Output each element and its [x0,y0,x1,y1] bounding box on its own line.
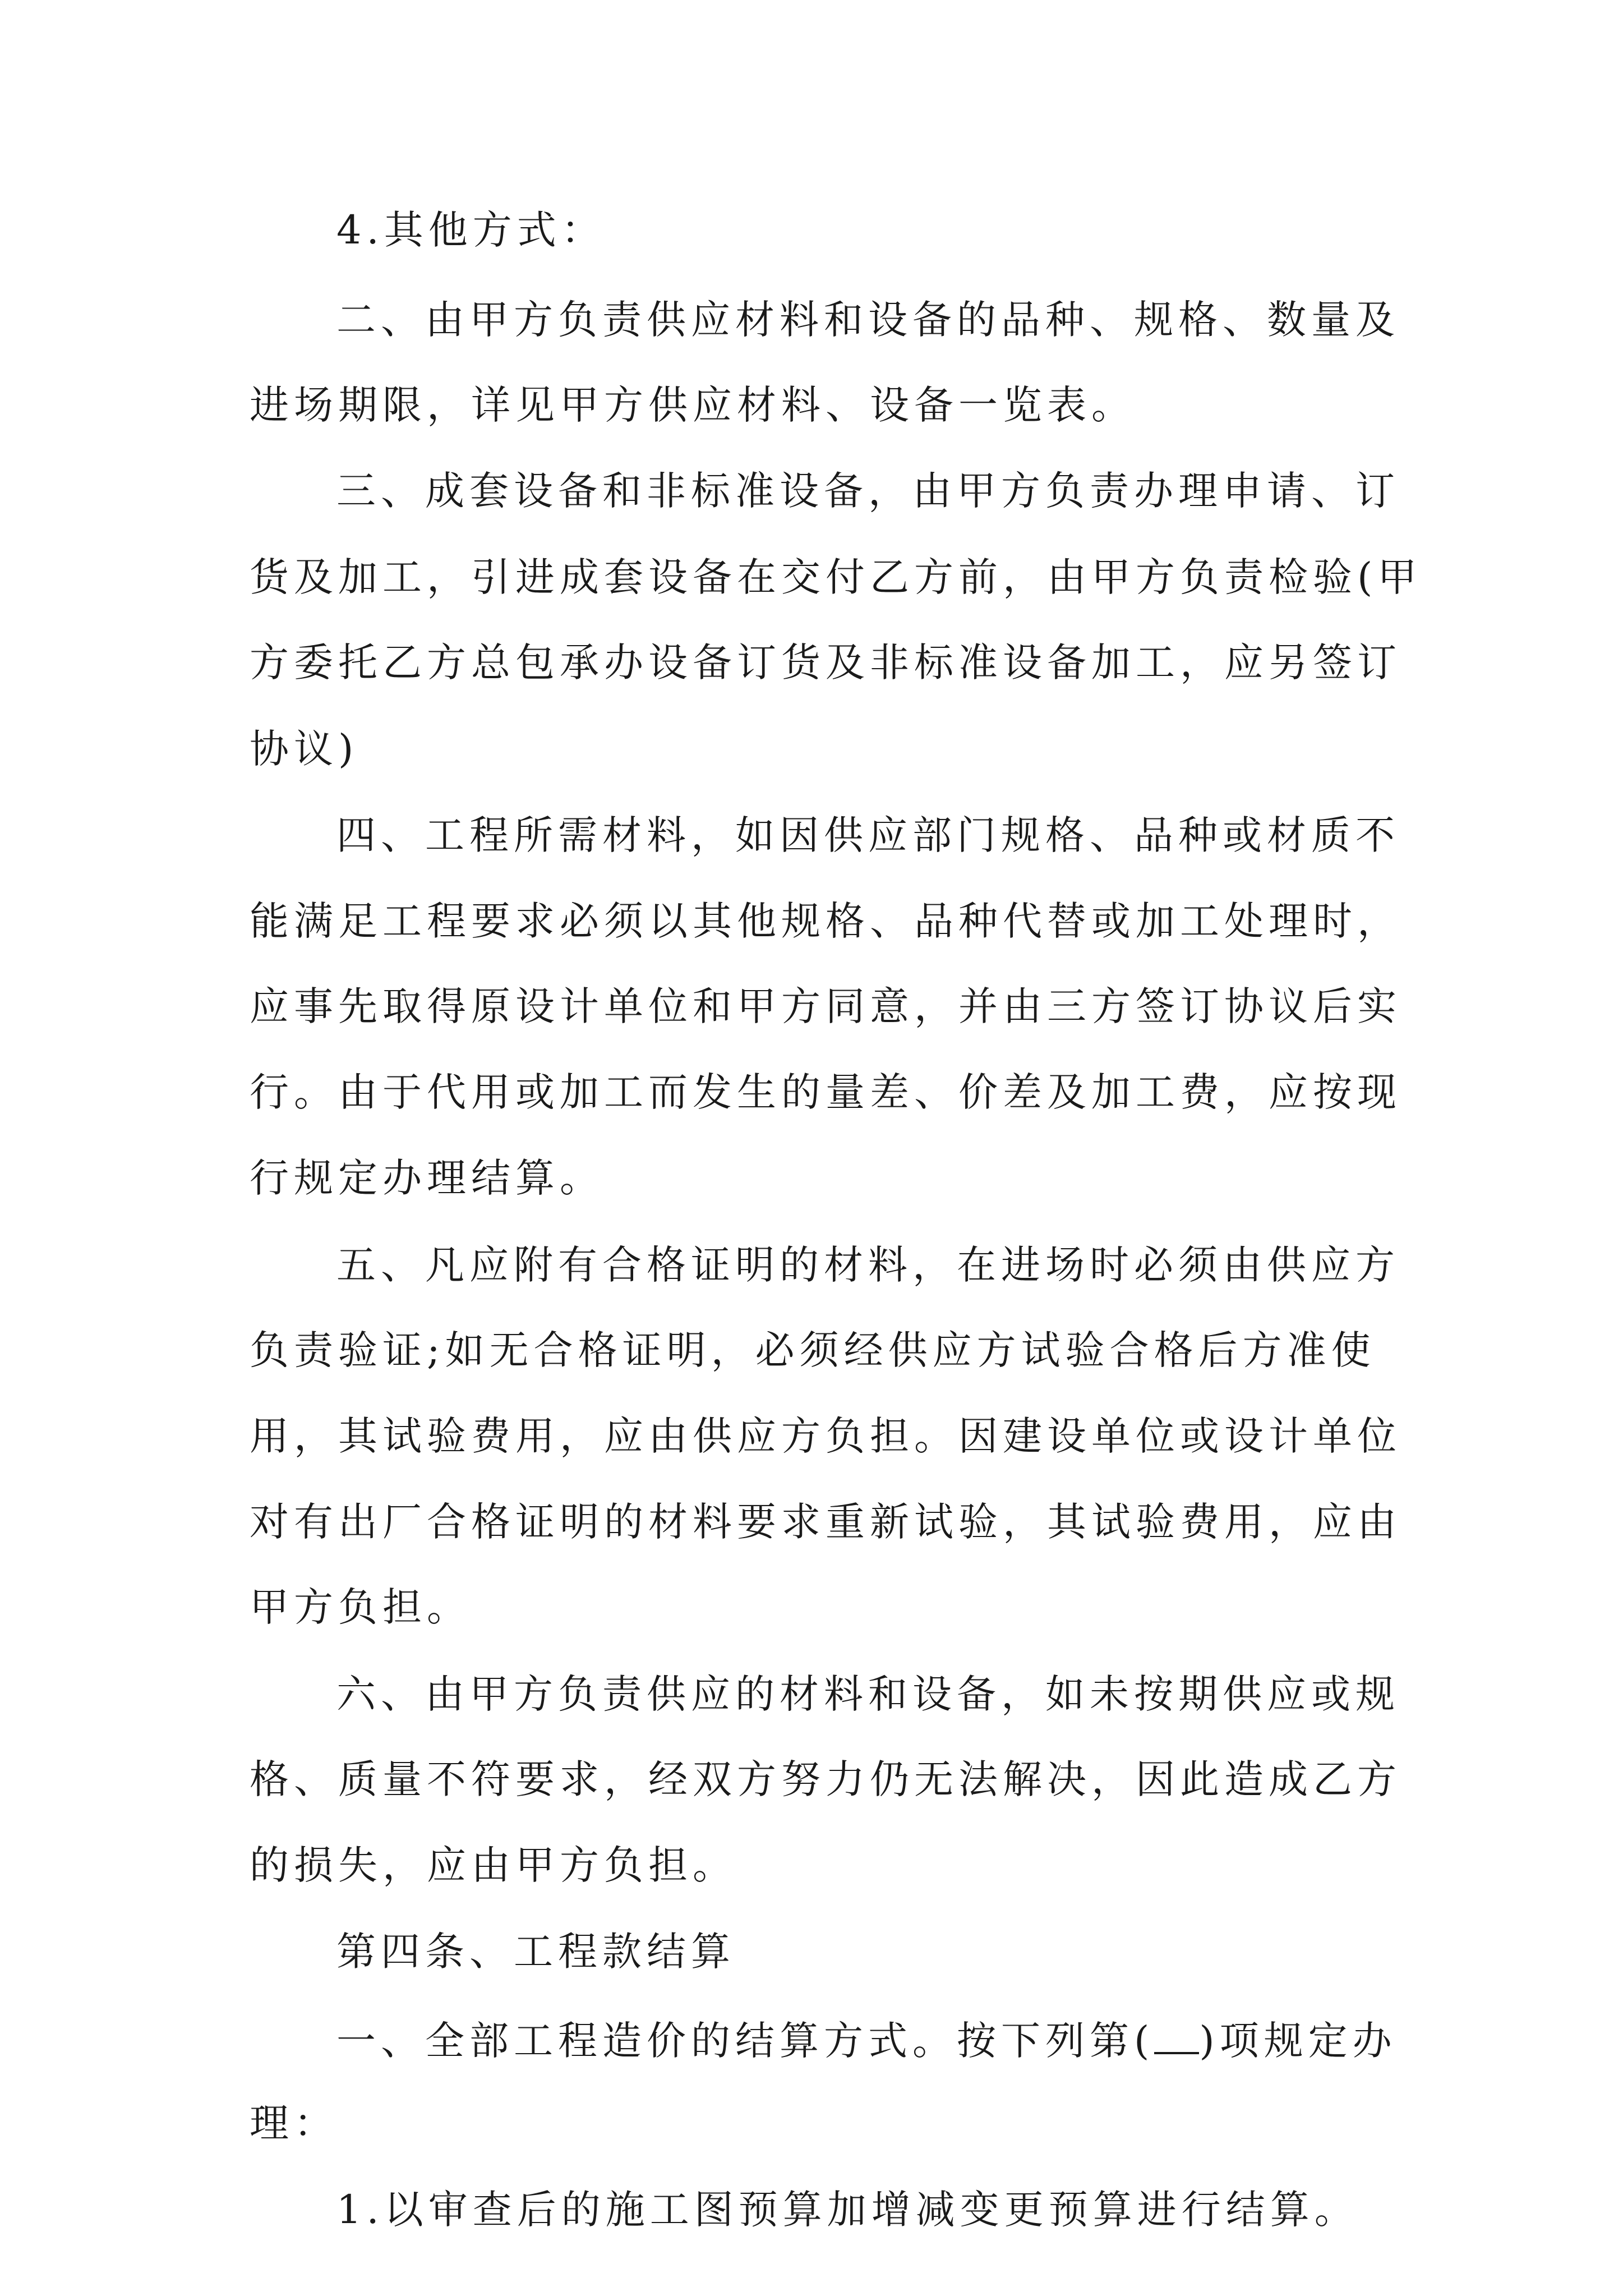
paragraph-3-line-3: 方委托乙方总包承办设备订货及非标准设备加工，应另签订 [250,639,1401,685]
article-4-heading: 第四条、工程款结算 [336,1929,735,1975]
paragraph-4-line-4: 行。由于代用或加工而发生的量差、价差及加工费，应按现 [250,1069,1401,1115]
paragraph-6-line-1: 六、由甲方负责供应的材料和设备，如未按期供应或规 [336,1671,1400,1717]
paragraph-5-line-4: 对有出厂合格证明的材料要求重新试验，其试验费用，应由 [250,1499,1401,1545]
paragraph-3-line-4: 协议) [250,726,359,772]
paragraph-5-line-3: 用，其试验费用，应由供应方负担。因建设单位或设计单位 [250,1413,1401,1459]
fill-in-blank[interactable] [1154,2013,1199,2054]
paragraph-5-line-2: 负责验证;如无合格证明，必须经供应方试验合格后方准使 [250,1327,1376,1373]
paragraph-5-line-5: 甲方负担。 [250,1584,471,1630]
paragraph-item-4-other-methods: 4.其他方式： [336,207,606,253]
paragraph-5-line-1: 五、凡应附有合格证明的材料，在进场时必须由供应方 [336,1242,1400,1288]
paragraph-2-line-1: 二、由甲方负责供应材料和设备的品种、规格、数量及 [336,297,1400,343]
paragraph-settlement-line-1 [336,2013,1397,2063]
paragraph-4-line-5: 行规定办理结算。 [250,1155,604,1201]
paragraph-3-line-2: 货及加工，引进成套设备在交付乙方前，由甲方负责检验(甲 [250,554,1422,600]
paragraph-6-line-2: 格、质量不符要求，经双方努力仍无法解决，因此造成乙方 [250,1756,1401,1802]
paragraph-4-line-1: 四、工程所需材料，如因供应部门规格、品种或材质不 [336,812,1400,858]
paragraph-settlement-line-2: 理： [250,2100,338,2146]
paragraph-6-line-3: 的损失，应由甲方负担。 [250,1842,737,1888]
paragraph-2-line-2: 进场期限，详见甲方供应材料、设备一览表。 [250,382,1136,428]
paragraph-3-line-1: 三、成套设备和非标准设备，由甲方负责办理申请、订 [336,468,1400,514]
paragraph-settlement-item-1: 1.以审查后的施工图预算加增减变更预算进行结算。 [336,2187,1359,2233]
paragraph-4-line-2: 能满足工程要求必须以其他规格、品种代替或加工处理时， [250,898,1401,944]
settlement-text-after-blank: )项规定办 [1199,2018,1397,2064]
settlement-text-before-blank: 一、全部工程造价的结算方式。按下列第( [336,2018,1155,2064]
paragraph-4-line-3: 应事先取得原设计单位和甲方同意，并由三方签订协议后实 [250,983,1401,1029]
